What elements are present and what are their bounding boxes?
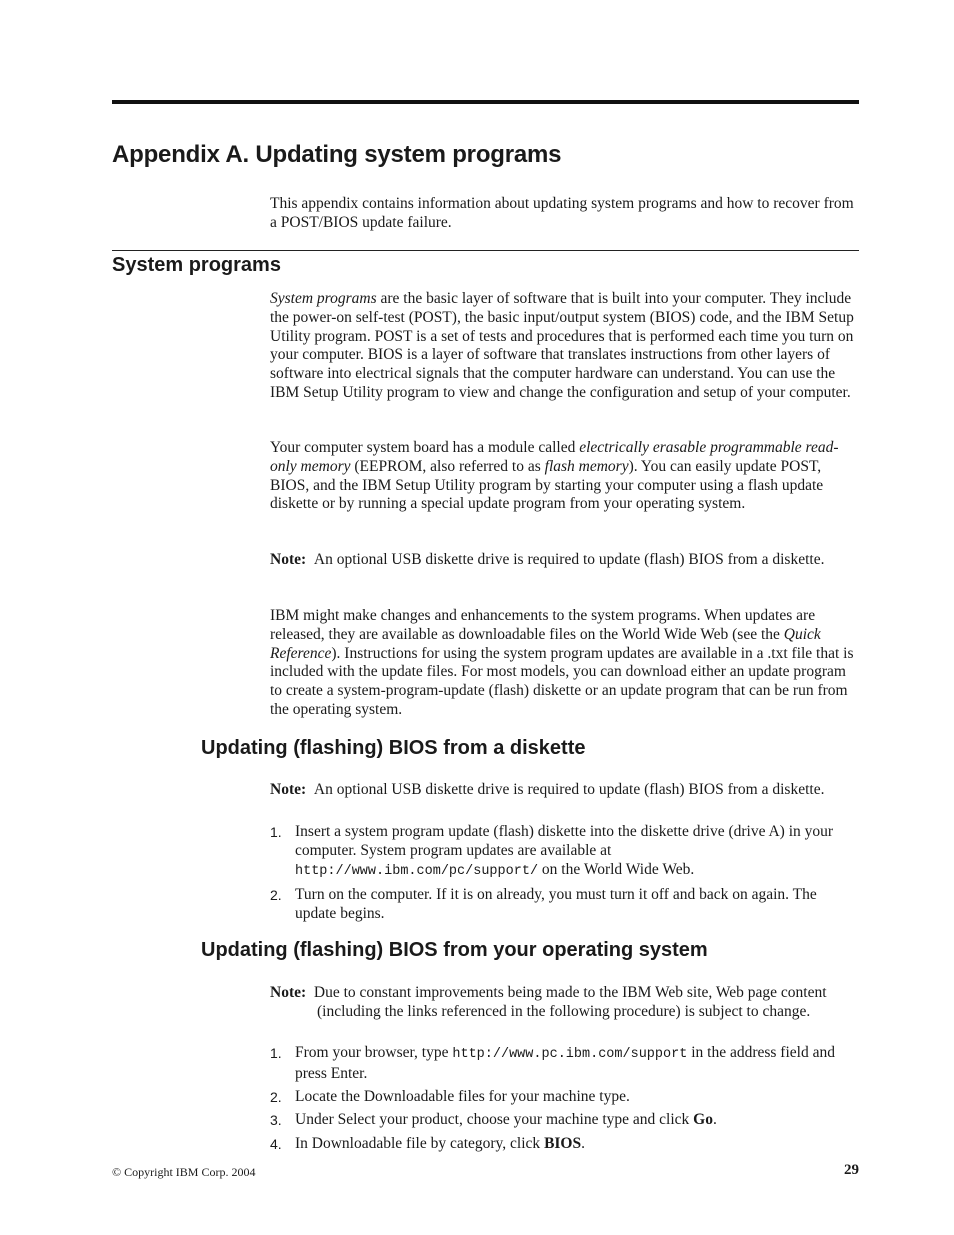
note-usb-diskette [270,551,859,570]
copyright-footer: © Copyright IBM Corp. 2004 [112,1165,256,1179]
note-usb-diskette-2 [270,781,859,800]
term-flash-memory: flash memory [544,457,629,475]
step-number: 2. [270,1089,282,1106]
step-number: 1. [270,1045,282,1061]
note-label: Note: [270,984,307,1001]
section-heading-flash-diskette: Updating (flashing) BIOS from a diskette [201,737,586,759]
section-rule [112,250,859,251]
term-eeprom: electrically erasable programmable read-only memory [270,439,839,475]
os-steps-list [270,1044,859,1158]
bios-label: BIOS [544,1134,582,1152]
system-programs-paragraph-3: IBM might make changes and enhancements to the system programs. When updates are released, they are available as downloadable files on the World Wide Web (see the Quick Reference). Instructions for using the system program updates are available in a .txt file that is included with the update files. For most models, you can download either an update program to create a system-program-update (flash) diskette or an update program that can be run from the operating system. [270,607,854,718]
system-programs-paragraph-2: Your computer system board has a module called electrically erasable programmable read-only memory (EEPROM, also referred to as flash memory). You can easily update POST, BIOS, and the IBM Setup Utility program by starting your computer using a flash update diskette or by running a special update program from your operating system. [270,439,839,513]
section-heading-system-programs: System programs [112,254,281,276]
note-text: An optional USB diskette drive is required to update (flash) BIOS from a diskette. [313,781,825,798]
term-system-programs: System programs [270,290,377,307]
note-text: An optional USB diskette drive is required to update (flash) BIOS from a diskette. [313,551,825,568]
note-label: Note: [270,551,307,568]
page-number: 29 [844,1162,859,1178]
note-label: Note: [270,781,307,798]
step-number: 1. [270,824,282,840]
go-label: Go [693,1111,713,1129]
list-item: 2. Locate the Downloadable files for your machine type. [270,1088,630,1106]
list-item: 1. Insert a system program update (flash) diskette into the diskette drive (drive A) in your computer. System program updates are available at http://www.ibm.com/pc/support/ on the World Wide Web. [270,823,834,879]
list-item: 1. From your browser, type http://www.pc.ibm.com/support in the address field and press Enter. [270,1044,835,1082]
section-heading-flash-os: Updating (flashing) BIOS from your operating system [201,939,708,961]
note-web-content [270,984,859,1022]
system-programs-paragraph-1: System programs are the basic layer of software that is built into your computer. They include the power-on self-test (POST), the basic input/output system (BIOS) code, and the IBM Setup Utility program. POST is a set of tests and procedures that is performed each time you turn on your computer. BIOS is a layer of software that translates instructions from other layers of software into electrical signals that the computer hardware can understand. You can use the IBM Setup Utility program to view and change the configuration and setup of your computer. [270,290,854,401]
step-number: 3. [270,1112,282,1129]
note-text: Due to constant improvements being made to the IBM Web site, Web page content (including the links referenced in the following procedure) is subject to change. [313,984,827,1020]
term-quick-reference: Quick Reference [270,625,821,662]
page-title: Appendix A. Updating system programs [112,141,562,168]
support-url-link[interactable]: http://www.ibm.com/pc/support/ [295,863,539,879]
diskette-steps-list [270,823,859,928]
list-item: 3. Under Select your product, choose your machine type and click Go. [270,1111,717,1129]
intro-paragraph: This appendix contains information about updating system programs and how to recover from a POST/BIOS update failure. [270,195,854,231]
step-number: 4. [270,1135,282,1152]
top-rule [112,100,859,104]
pc-support-url-link[interactable]: http://www.pc.ibm.com/support [452,1047,688,1062]
step-number: 2. [270,886,282,903]
list-item: 4. In Downloadable file by category, click BIOS. [270,1134,585,1152]
list-item: 2. Turn on the computer. If it is on already, you must turn it off and back on again. The update begins. [270,885,817,922]
